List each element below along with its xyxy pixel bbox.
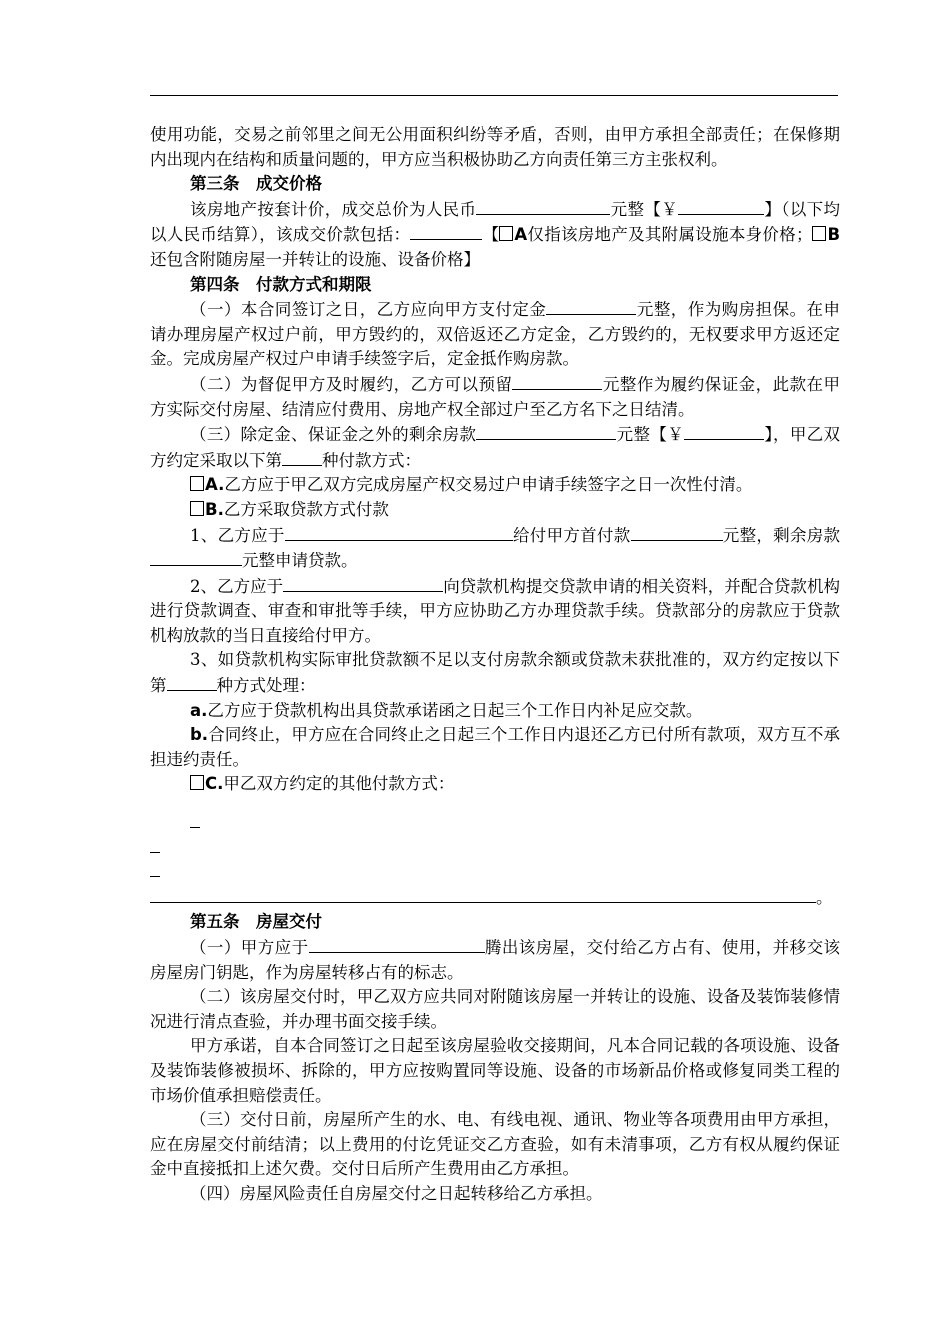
- loan-3-text-b: 种方式处理：: [216, 676, 316, 696]
- price-text-d: 【: [482, 225, 500, 245]
- remaining-amount-blank[interactable]: [476, 422, 616, 440]
- guarantee-text-b: 元整作为履约保证金，此款在甲方实际交付房屋、结清应付费用、房地产权全部过户至乙方名下之日结清。: [150, 374, 841, 419]
- loan-amount-blank[interactable]: [150, 548, 242, 566]
- shortfall-a-letter: a.: [190, 700, 208, 720]
- option-a-checkbox[interactable]: [499, 226, 513, 241]
- guarantee-text-a: （二）为督促甲方及时履约，乙方可以预留: [190, 374, 513, 394]
- deposit-text-a: （一）本合同签订之日，乙方应向甲方支付定金: [190, 300, 547, 320]
- other-method-blank[interactable]: [150, 885, 816, 903]
- remaining-text-a: （三）除定金、保证金之外的剩余房款: [190, 425, 477, 445]
- loan-application-date-blank[interactable]: [283, 574, 443, 592]
- loan-3-text-a: 3、如贷款机构实际审批贷款额不足以支付房款余额或贷款未获批准的，双方约定按以下第: [150, 650, 840, 696]
- shortfall-b-letter: b.: [190, 725, 209, 745]
- payment-option-a: [150, 473, 840, 498]
- section-4-item-3: [150, 422, 840, 473]
- price-text-a: 该房地产按套计价，成交总价为人民币: [190, 199, 477, 219]
- handover-date-blank[interactable]: [309, 935, 485, 953]
- shortfall-option-a: [150, 699, 840, 724]
- loan-1-text-d: 元整申请贷款。: [242, 551, 358, 571]
- loan-1-text-c: 元整，剩余房款: [722, 525, 841, 545]
- down-payment-blank[interactable]: [631, 523, 723, 541]
- shortfall-a-text: 乙方应于贷款机构出具贷款承诺函之日起三个工作日内补足应交款。: [207, 700, 703, 720]
- other-method-line-3[interactable]: [150, 860, 840, 885]
- payment-method-blank[interactable]: [282, 448, 322, 466]
- shortfall-method-blank[interactable]: [167, 673, 217, 691]
- option-b-checkbox[interactable]: [812, 226, 826, 241]
- payment-a-letter: A.: [205, 475, 225, 495]
- remaining-text-c: 】，甲乙双方约定采取以下第: [150, 425, 841, 470]
- payment-a-text: 乙方应于甲乙双方完成房屋产权交易过户申请手续签字之日一次性付清。: [224, 475, 753, 495]
- section-5-promise: 甲方承诺，自本合同签订之日起至该房屋验收交接期间，凡本合同记载的各项设施、设备及装饰装修被损坏、拆除的，甲方应按购置同等设施、设备的市场新品价格或修复同类工程的市场价值承担赔偿责任。: [150, 1036, 840, 1105]
- section-5-item-1: [150, 935, 840, 985]
- section-5-item-3: （三）交付日前，房屋所产生的水、电、有线电视、通讯、物业等各项费用由甲方承担，应在房屋交付前结清；以上费用的付讫凭证交乙方查验，如有未清事项，乙方有权从履约保证金中直接抵扣上述欠费。交付日后所产生费用由乙方承担。: [150, 1110, 840, 1179]
- loan-item-3: [150, 648, 840, 698]
- guarantee-blank[interactable]: [512, 372, 602, 390]
- handover-text-b: 腾出该房屋，交付给乙方占有、使用，并移交该房屋房门钥匙，作为房屋转移占有的标志。: [150, 938, 841, 982]
- payment-c-checkbox[interactable]: [190, 775, 204, 790]
- price-text-c: 】（以下均以人民币结算），该成交价款包括：: [150, 199, 841, 245]
- price-text-b: 元整【￥: [610, 199, 679, 219]
- section-4-item-2: [150, 372, 840, 422]
- loan-2-text-b: 向贷款机构提交贷款申请的相关资料，并配合贷款机构进行贷款调查、审查和审批等手续，甲方应协助乙方办理贷款手续。贷款部分的房款应于贷款机构放款的当日直接给付甲方。: [150, 576, 841, 645]
- total-price-blank[interactable]: [476, 197, 610, 215]
- option-a-letter: A: [514, 225, 528, 245]
- payment-b-checkbox[interactable]: [190, 501, 204, 516]
- payment-c-text: 甲乙双方约定的其他付款方式：: [223, 774, 455, 794]
- payment-option-c: [150, 772, 840, 797]
- handover-text-a: （一）甲方应于: [190, 938, 309, 957]
- other-method-line-2[interactable]: [150, 836, 840, 861]
- loan-item-1: [150, 523, 840, 574]
- contract-body: [150, 123, 840, 1207]
- option-b-text: 还包含附随房屋一并转让的设施、设备价格】: [150, 249, 480, 269]
- option-b-letter: B: [827, 225, 841, 245]
- spacer: [150, 797, 840, 811]
- deposit-text-b: 元整，作为购房担保。在申请办理房屋产权过户前，甲方毁约的，双倍返还乙方定金，乙方毁约的，无权要求甲方返还定金。完成房屋产权过户申请手续签字后，定金抵作购房款。: [150, 300, 841, 369]
- header-rule: [150, 95, 838, 96]
- section-4-title: 第四条 付款方式和期限: [190, 274, 372, 294]
- paragraph-warranty: 使用功能，交易之前邻里之间无公用面积纠纷等矛盾，否则，由甲方承担全部责任；在保修期内出现内在结构和质量问题的，甲方应当积极协助乙方向责任第三方主张权利。: [150, 125, 840, 169]
- deposit-blank[interactable]: [546, 297, 636, 315]
- down-payment-date-blank[interactable]: [285, 523, 513, 541]
- remaining-yen-blank[interactable]: [684, 422, 764, 440]
- section-3-title: 第三条 成交价格: [190, 174, 322, 194]
- price-scope-blank[interactable]: [410, 222, 482, 240]
- remaining-text-b: 元整【￥: [616, 425, 685, 445]
- section-5-item-4: （四）房屋风险责任自房屋交付之日起转移给乙方承担。: [190, 1183, 603, 1203]
- payment-b-text: 乙方采取贷款方式付款: [223, 499, 389, 519]
- shortfall-option-b: [150, 723, 840, 772]
- loan-1-text-b: 给付甲方首付款: [512, 525, 631, 545]
- loan-2-text-a: 2、乙方应于: [190, 576, 284, 596]
- section-4-item-1: [150, 297, 840, 372]
- option-a-text: 仅指该房地产及其附属设施本身价格；: [527, 225, 813, 245]
- section-3-price: [150, 197, 840, 273]
- loan-1-text-a: 1、乙方应于: [190, 525, 285, 545]
- section-5-title: 第五条 房屋交付: [190, 912, 322, 932]
- loan-item-2: [150, 574, 840, 649]
- other-method-line-1[interactable]: [150, 811, 840, 836]
- payment-a-checkbox[interactable]: [190, 476, 204, 491]
- section-5-item-2: （二）该房屋交付时，甲乙双方应共同对附随该房屋一并转让的设施、设备及装饰装修情况进行清点查验，并办理书面交接手续。: [150, 987, 840, 1031]
- payment-b-letter: B.: [205, 499, 224, 519]
- remaining-text-d: 种付款方式：: [322, 450, 421, 470]
- end-mark: 。: [816, 887, 833, 907]
- total-price-yen-blank[interactable]: [678, 197, 764, 215]
- payment-c-letter: C.: [205, 774, 224, 794]
- shortfall-b-text: 合同终止，甲方应在合同终止之日起三个工作日内退还乙方已付所有款项，双方互不承担违约责任。: [150, 725, 840, 769]
- payment-option-b: [150, 498, 840, 523]
- other-method-line-4: [150, 885, 840, 911]
